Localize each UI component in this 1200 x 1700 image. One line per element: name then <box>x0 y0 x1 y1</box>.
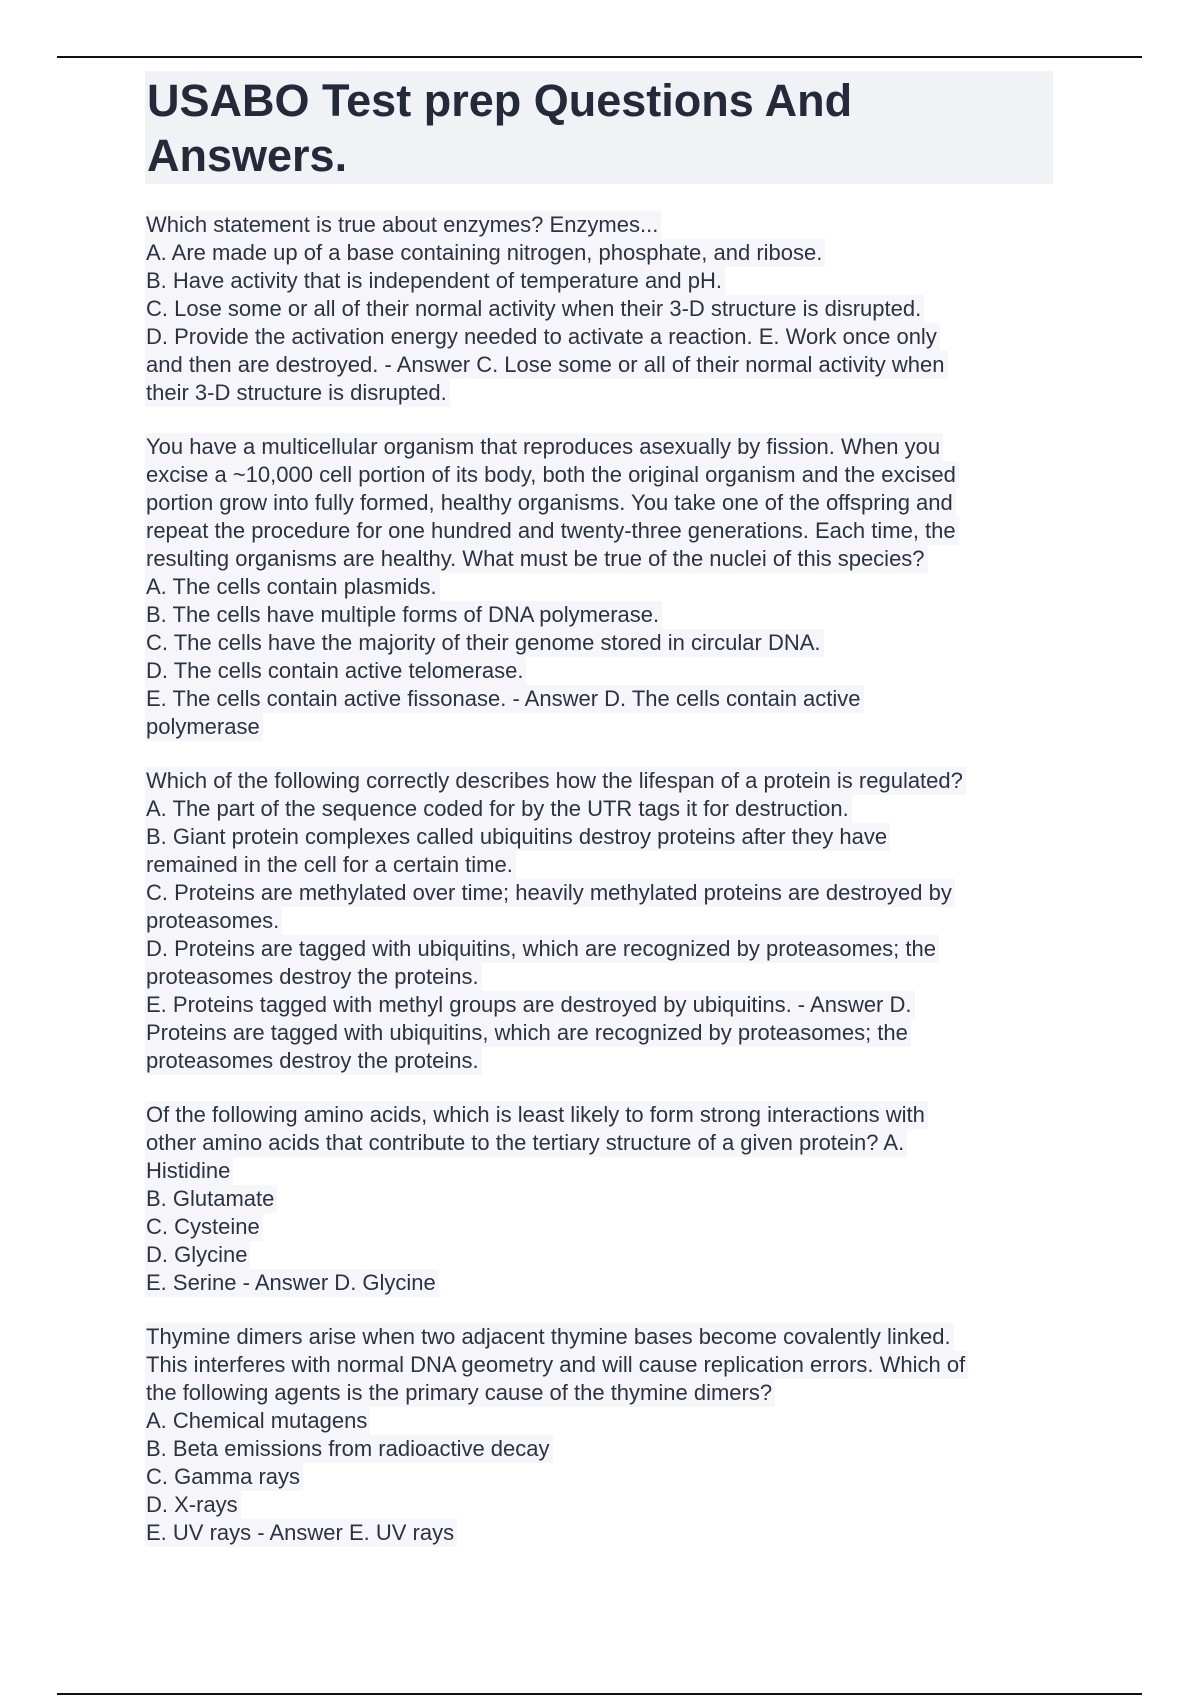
question-text-line: B. Giant protein complexes called ubiquitins destroy proteins after they have <box>145 823 890 851</box>
question-block <box>145 433 1065 741</box>
question-block <box>145 1101 1065 1297</box>
question-text-line: portion grow into fully formed, healthy organisms. You take one of the offspring and <box>145 489 956 517</box>
questions-list <box>145 211 1065 1573</box>
question-text-line: proteasomes. <box>145 907 282 935</box>
question-text-line: remained in the cell for a certain time. <box>145 851 516 879</box>
question-text-line: D. Provide the activation energy needed to activate a reaction. E. Work once only <box>145 323 940 351</box>
question-text-line: C. Cysteine <box>145 1213 263 1241</box>
question-block <box>145 1323 1065 1547</box>
question-text-line: proteasomes destroy the proteins. <box>145 1047 482 1075</box>
question-text-line: C. The cells have the majority of their genome stored in circular DNA. <box>145 629 824 657</box>
question-text-line: B. Glutamate <box>145 1185 277 1213</box>
question-text-line: E. Proteins tagged with methyl groups are destroyed by ubiquitins. - Answer D. <box>145 991 915 1019</box>
question-text-line: E. Serine - Answer D. Glycine <box>145 1269 439 1297</box>
question-text-line: C. Lose some or all of their normal activity when their 3-D structure is disrupted. <box>145 295 924 323</box>
question-text-line: D. The cells contain active telomerase. <box>145 657 526 685</box>
question-text-line: A. Chemical mutagens <box>145 1407 370 1435</box>
question-text-line: other amino acids that contribute to the tertiary structure of a given protein? A. <box>145 1129 907 1157</box>
question-text-line: their 3-D structure is disrupted. <box>145 379 450 407</box>
question-text-line: C. Proteins are methylated over time; heavily methylated proteins are destroyed by <box>145 879 955 907</box>
question-text-line: Which statement is true about enzymes? Enzymes... <box>145 211 661 239</box>
question-text-line: B. Beta emissions from radioactive decay <box>145 1435 553 1463</box>
question-block <box>145 211 1065 407</box>
title-line: Answers. <box>147 130 348 181</box>
question-text-line: A. Are made up of a base containing nitrogen, phosphate, and ribose. <box>145 239 825 267</box>
question-text-line: D. Proteins are tagged with ubiquitins, which are recognized by proteasomes; the <box>145 935 939 963</box>
question-text-line: Thymine dimers arise when two adjacent thymine bases become covalently linked. <box>145 1323 954 1351</box>
question-text-line: A. The part of the sequence coded for by the UTR tags it for destruction. <box>145 795 852 823</box>
question-text-line: polymerase <box>145 713 263 741</box>
question-text-line: B. Have activity that is independent of temperature and pH. <box>145 267 725 295</box>
question-text-line: You have a multicellular organism that reproduces asexually by fission. When you <box>145 433 943 461</box>
question-text-line: resulting organisms are healthy. What must be true of the nuclei of this species? <box>145 545 928 573</box>
question-text-line: B. The cells have multiple forms of DNA polymerase. <box>145 601 662 629</box>
question-block <box>145 767 1065 1075</box>
question-text-line: E. UV rays - Answer E. UV rays <box>145 1519 457 1547</box>
question-text-line: D. Glycine <box>145 1241 250 1269</box>
question-text-line: Histidine <box>145 1157 233 1185</box>
question-text-line: the following agents is the primary cause of the thymine dimers? <box>145 1379 775 1407</box>
question-text-line: C. Gamma rays <box>145 1463 303 1491</box>
top-rule <box>57 56 1142 58</box>
question-text-line: and then are destroyed. - Answer C. Lose some or all of their normal activity when <box>145 351 948 379</box>
page-title <box>145 71 1053 183</box>
question-text-line: This interferes with normal DNA geometry and will cause replication errors. Which of <box>145 1351 968 1379</box>
question-text-line: E. The cells contain active fissonase. - Answer D. The cells contain active <box>145 685 864 713</box>
question-text-line: Which of the following correctly describes how the lifespan of a protein is regulated? <box>145 767 966 795</box>
question-text-line: A. The cells contain plasmids. <box>145 573 440 601</box>
question-text-line: proteasomes destroy the proteins. <box>145 963 482 991</box>
bottom-rule <box>57 1693 1142 1695</box>
title-line: USABO Test prep Questions And <box>147 75 853 126</box>
question-text-line: excise a ~10,000 cell portion of its body, both the original organism and the excised <box>145 461 959 489</box>
question-text-line: Of the following amino acids, which is least likely to form strong interactions with <box>145 1101 928 1129</box>
question-text-line: D. X-rays <box>145 1491 241 1519</box>
title-block <box>145 71 1053 184</box>
question-text-line: Proteins are tagged with ubiquitins, which are recognized by proteasomes; the <box>145 1019 911 1047</box>
question-text-line: repeat the procedure for one hundred and twenty-three generations. Each time, the <box>145 517 959 545</box>
